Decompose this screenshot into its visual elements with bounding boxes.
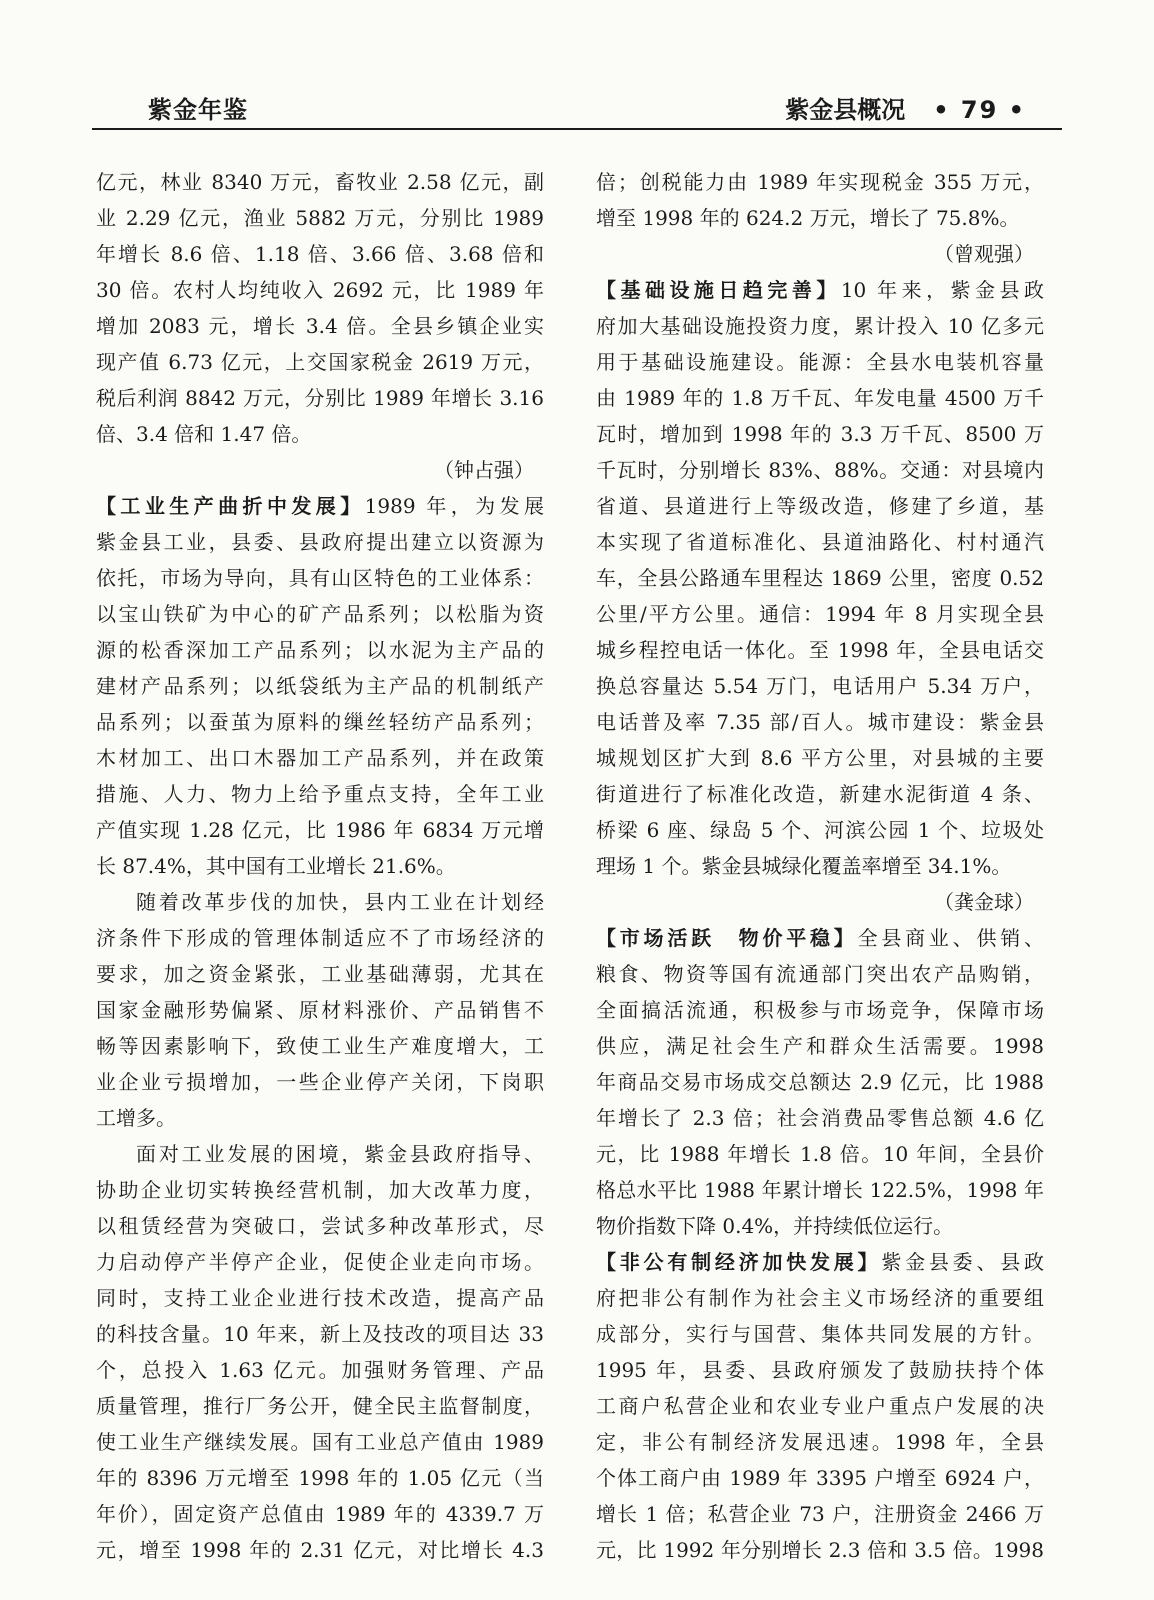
text-span: 10 年来，紫金县政	[840, 278, 1045, 302]
text-line: 30 倍。农村人均纯收入 2692 元，比 1989 年	[96, 278, 544, 302]
section-heading-market: 【市场活跃 物价平稳】	[596, 926, 858, 950]
author-credit: （龚金球）	[934, 890, 1034, 914]
text-line: 以宝山铁矿为中心的矿产品系列；以松脂为资	[96, 602, 544, 626]
text-line: 建材产品系列；以纸袋纸为主产品的机制纸产	[96, 674, 544, 698]
text-line: 质量管理，推行厂务公开，健全民主监督制度，	[96, 1394, 544, 1418]
text-line: 定，非公有制经济发展迅速。1998 年，全县	[596, 1430, 1044, 1454]
header-rule	[92, 128, 1062, 130]
text-line: 省道、县道进行上等级改造，修建了乡道，基	[596, 494, 1044, 518]
text-span: 紫金县委、县政	[881, 1250, 1045, 1274]
text-line: 本实现了省道标准化、县道油路化、村村通汽	[596, 530, 1044, 554]
page-header	[92, 86, 1062, 130]
section-first-line	[596, 920, 1044, 956]
section-title-group	[785, 90, 1026, 125]
text-line: 增长 1 倍；私营企业 73 户，注册资金 2466 万	[596, 1502, 1044, 1526]
text-line: 个体工商户由 1989 年 3395 户增至 6924 户，	[596, 1466, 1044, 1490]
section-heading-infrastructure: 【基础设施日趋完善】	[596, 278, 841, 302]
text-line: 府加大基础设施投资力度，累计投入 10 亿多元	[596, 314, 1044, 338]
text-line: 公里/平方公里。通信：1994 年 8 月实现全县	[596, 602, 1044, 626]
section-first-line	[596, 272, 1044, 308]
section-first-line	[96, 488, 544, 524]
text-line: 现产值 6.73 亿元，上交国家税金 2619 万元，	[96, 350, 544, 374]
text-line: 年价），固定资产总值由 1989 年的 4339.7 万	[96, 1502, 544, 1526]
text-line: 年的 8396 万元增至 1998 年的 1.05 亿元（当	[96, 1466, 544, 1490]
text-line: 元，增至 1998 年的 2.31 亿元，对比增长 4.3	[96, 1538, 544, 1562]
text-line: 成部分，实行与国营、集体共同发展的方针。	[596, 1322, 1044, 1346]
author-credit: （曾观强）	[934, 242, 1034, 266]
page-number: • 79 •	[933, 96, 1026, 124]
text-line: 年增长了 2.3 倍；社会消费品零售总额 4.6 亿	[596, 1106, 1044, 1130]
text-line: 品系列；以蚕茧为原料的缫丝轻纺产品系列；	[96, 710, 544, 734]
author-credit: （钟占强）	[434, 458, 534, 482]
text-line: 理场 1 个。紫金县城绿化覆盖率增至 34.1%。	[596, 854, 1012, 878]
text-line: 业 2.29 亿元，渔业 5882 万元，分别比 1989	[96, 206, 544, 230]
text-span: 全县商业、供销、	[857, 926, 1045, 950]
text-line: 同时，支持工业企业进行技术改造，提高产品	[96, 1286, 544, 1310]
text-line: 随着改革步伐的加快，县内工业在计划经	[136, 890, 544, 914]
section-heading-nonpublic: 【非公有制经济加快发展】	[596, 1250, 882, 1274]
text-line: 全面搞活流通，积极参与市场竞争，保障市场	[596, 998, 1044, 1022]
text-line: 紫金县工业，县委、县政府提出建立以资源为	[96, 530, 544, 554]
text-line: 街道进行了标准化改造，新建水泥街道 4 条、	[596, 782, 1044, 806]
left-column	[96, 164, 544, 1568]
text-line: 协助企业切实转换经营机制，加大改革力度，	[96, 1178, 544, 1202]
text-line: 供应，满足社会生产和群众生活需要。1998	[596, 1034, 1044, 1058]
text-line: 千瓦时，分别增长 83%、88%。交通：对县境内	[596, 458, 1044, 482]
text-line: 木材加工、出口木器加工产品系列，并在政策	[96, 746, 544, 770]
text-line: 使工业生产继续发展。国有工业总产值由 1989	[96, 1430, 544, 1454]
text-line: 依托，市场为导向，具有山区特色的工业体系：	[96, 566, 544, 590]
text-line: 由 1989 年的 1.8 万千瓦、年发电量 4500 万千	[596, 386, 1044, 410]
text-line: 国家金融形势偏紧、原材料涨价、产品销售不	[96, 998, 544, 1022]
text-line: 倍；创税能力由 1989 年实现税金 355 万元，	[596, 170, 1044, 194]
text-line: 增加 2083 元，增长 3.4 倍。全县乡镇企业实	[96, 314, 544, 338]
text-line: 济条件下形成的管理体制适应不了市场经济的	[96, 926, 544, 950]
text-line: 城乡程控电话一体化。至 1998 年，全县电话交	[596, 638, 1044, 662]
text-line: 以租赁经营为突破口，尝试多种改革形式，尽	[96, 1214, 544, 1238]
text-line: 措施、人力、物力上给予重点支持，全年工业	[96, 782, 544, 806]
right-column	[596, 164, 1044, 1568]
text-line: 车，全县公路通车里程达 1869 公里，密度 0.52	[596, 566, 1044, 590]
text-line: 元，比 1988 年增长 1.8 倍。10 年间，全县价	[596, 1142, 1044, 1166]
text-line: 城规划区扩大到 8.6 平方公里，对县城的主要	[596, 746, 1044, 770]
section-first-line	[596, 1244, 1044, 1280]
text-line: 工增多。	[96, 1106, 176, 1130]
text-line: 的科技含量。10 年来，新上及技改的项目达 33	[96, 1322, 544, 1346]
text-line: 瓦时，增加到 1998 年的 3.3 万千瓦、8500 万	[596, 422, 1044, 446]
text-line: 工商户私营企业和农业专业户重点户发展的决	[596, 1394, 1044, 1418]
text-line: 税后利润 8842 万元，分别比 1989 年增长 3.16	[96, 386, 544, 410]
text-line: 格总水平比 1988 年累计增长 122.5%，1998 年	[596, 1178, 1044, 1202]
text-line: 换总容量达 5.54 万门，电话用户 5.34 万户，	[596, 674, 1044, 698]
text-line: 粮食、物资等国有流通部门突出农产品购销，	[596, 962, 1044, 986]
text-line: 物价指数下降 0.4%，并持续低位运行。	[596, 1214, 954, 1238]
text-line: 年商品交易市场成交总额达 2.9 亿元，比 1988	[596, 1070, 1044, 1094]
text-line: 面对工业发展的困境，紫金县政府指导、	[136, 1142, 544, 1166]
text-line: 元，比 1992 年分别增长 2.3 倍和 3.5 倍。1998	[596, 1538, 1044, 1562]
text-line: 增至 1998 年的 624.2 万元，增长了 75.8%。	[596, 206, 1020, 230]
text-line: 电话普及率 7.35 部/百人。城市建设：紫金县	[596, 710, 1044, 734]
section-heading-industry: 【工业生产曲折中发展】	[96, 494, 365, 518]
text-line: 1995 年，县委、县政府颁发了鼓励扶持个体	[596, 1358, 1044, 1382]
text-line: 府把非公有制作为社会主义市场经济的重要组	[596, 1286, 1044, 1310]
text-line: 产值实现 1.28 亿元，比 1986 年 6834 万元增	[96, 818, 544, 842]
text-line: 亿元，林业 8340 万元，畜牧业 2.58 亿元，副	[96, 170, 544, 194]
text-line: 年增长 8.6 倍、1.18 倍、3.66 倍、3.68 倍和	[96, 242, 544, 266]
text-line: 个，总投入 1.63 亿元。加强财务管理、产品	[96, 1358, 544, 1382]
text-line: 业企业亏损增加，一些企业停产关闭，下岗职	[96, 1070, 544, 1094]
text-line: 长 87.4%，其中国有工业增长 21.6%。	[96, 854, 456, 878]
text-line: 畅等因素影响下，致使工业生产难度增大，工	[96, 1034, 544, 1058]
text-line: 要求，加之资金紧张，工业基础薄弱，尤其在	[96, 962, 544, 986]
yearbook-title: 紫金年鉴	[148, 96, 248, 124]
text-line: 力启动停产半停产企业，促使企业走向市场。	[96, 1250, 544, 1274]
text-line: 桥梁 6 座、绿岛 5 个、河滨公园 1 个、垃圾处	[596, 818, 1044, 842]
text-line: 源的松香深加工产品系列；以水泥为主产品的	[96, 638, 544, 662]
text-line: 倍、3.4 倍和 1.47 倍。	[96, 422, 312, 446]
text-line: 用于基础设施建设。能源：全县水电装机容量	[596, 350, 1044, 374]
section-title: 紫金县概况	[785, 96, 906, 124]
text-span: 1989 年，为发展	[364, 494, 545, 518]
